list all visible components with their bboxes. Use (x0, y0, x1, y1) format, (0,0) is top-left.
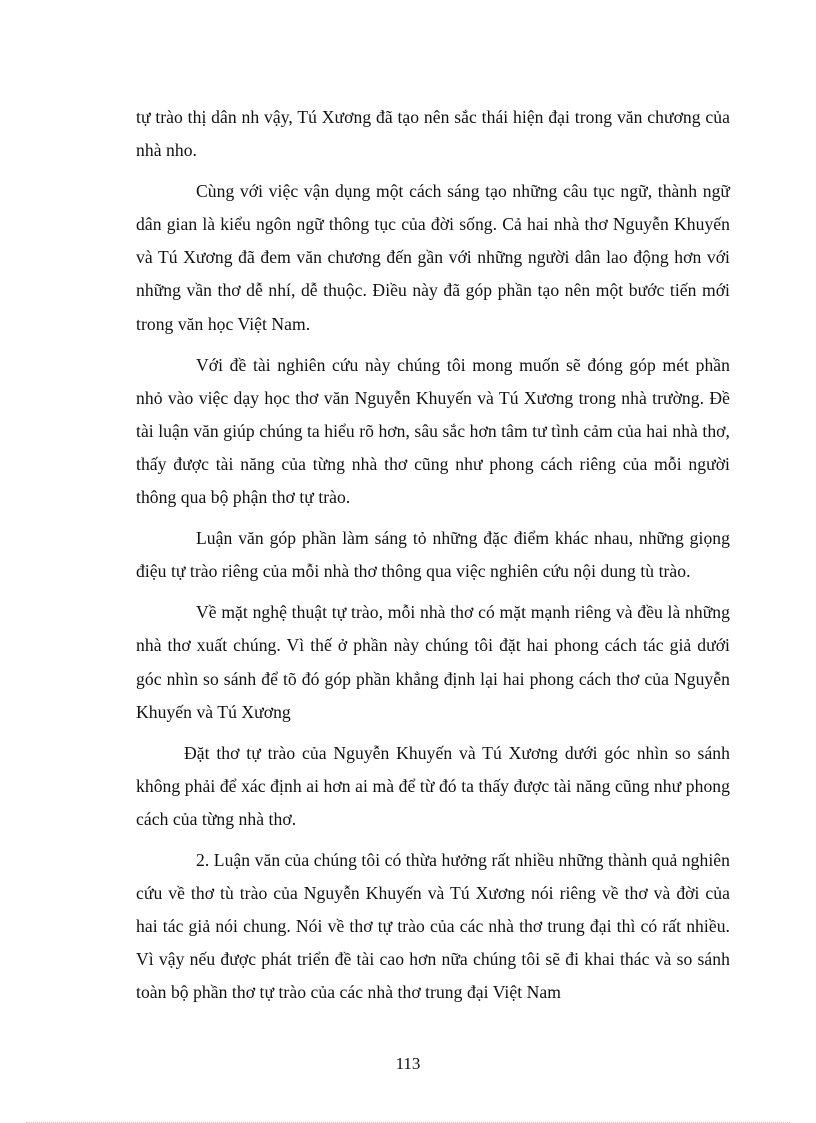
paragraph-future-research: 2. Luận văn của chúng tôi có thừa hưởng rất nhiều những thành quả nghiên cứu về thơ tù trào của Nguyễn Khuyến và Tú Xương nói riêng về thơ và đời của hai tác giả nói chung. Nói về thơ tự trào của các nhà thơ trung đại thì có rất nhiều. Vì vậy nếu được phát triển đề tài cao hơn nữa chúng tôi sẽ đi khai thác và so sánh toàn bộ phần thơ tự trào của các nhà thơ trung đại Việt Nam (136, 849, 730, 1003)
page-number: 113 (395, 1054, 421, 1073)
paragraph-research-contribution: Với đề tài nghiên cứu này chúng tôi mong muốn sẽ đóng góp mét phần nhỏ vào việc dạy học thơ văn Nguyễn Khuyến và Tú Xương trong nhà trường. Đề tài luận văn giúp chúng ta hiểu rõ hơn, sâu sắc hơn tâm tư tình cảm của hai nhà thơ, thấy được tài năng của từng nhà thơ cũng như phong cách riêng của mỗi người thông qua bộ phận thơ tự trào. (136, 354, 730, 508)
paragraph-artistic-comparison: Về mặt nghệ thuật tự trào, mỗi nhà thơ có mặt mạnh riêng và đều là những nhà thơ xuất chúng. Vì thế ở phần này chúng tôi đặt hai phong cách tác giả dưới góc nhìn so sánh để tõ đó góp phần khẳng định lại hai phong cách thơ của Nguyễn Khuyến và Tú Xương (136, 602, 730, 722)
paragraph-thesis-clarification: Luận văn góp phần làm sáng tỏ những đặc điểm khác nhau, những giọng điệu tự trào riêng của mỗi nhà thơ thông qua việc nghiên cứu nội dung tù trào. (136, 528, 730, 582)
paragraph-comparison-purpose: Đặt thơ tự trào của Nguyễn Khuyến và Tú Xương dưới góc nhìn so sánh không phải để xác định ai hơn ai mà để từ đó ta thấy được tài năng cũng như phong cách của từng nhà thơ. (136, 742, 730, 829)
paragraph-continuation: tự trào thị dân nh vậy, Tú Xương đã tạo nên sắc thái hiện đại trong văn chương của nhà nho. (136, 107, 730, 161)
paragraph-language-style: Cùng với việc vận dụng một cách sáng tạo những câu tục ngữ, thành ngữ dân gian là kiểu ngôn ngữ thông tục của đời sống. Cả hai nhà thơ Nguyễn Khuyến và Tú Xương đã đem văn chương đến gần với những người dân lao động hơn với những vần thơ dễ nhí, dễ thuộc. Điều này đã góp phần tạo nên một bước tiến mới trong văn học Việt Nam. (136, 181, 730, 334)
body-text (136, 101, 730, 1017)
